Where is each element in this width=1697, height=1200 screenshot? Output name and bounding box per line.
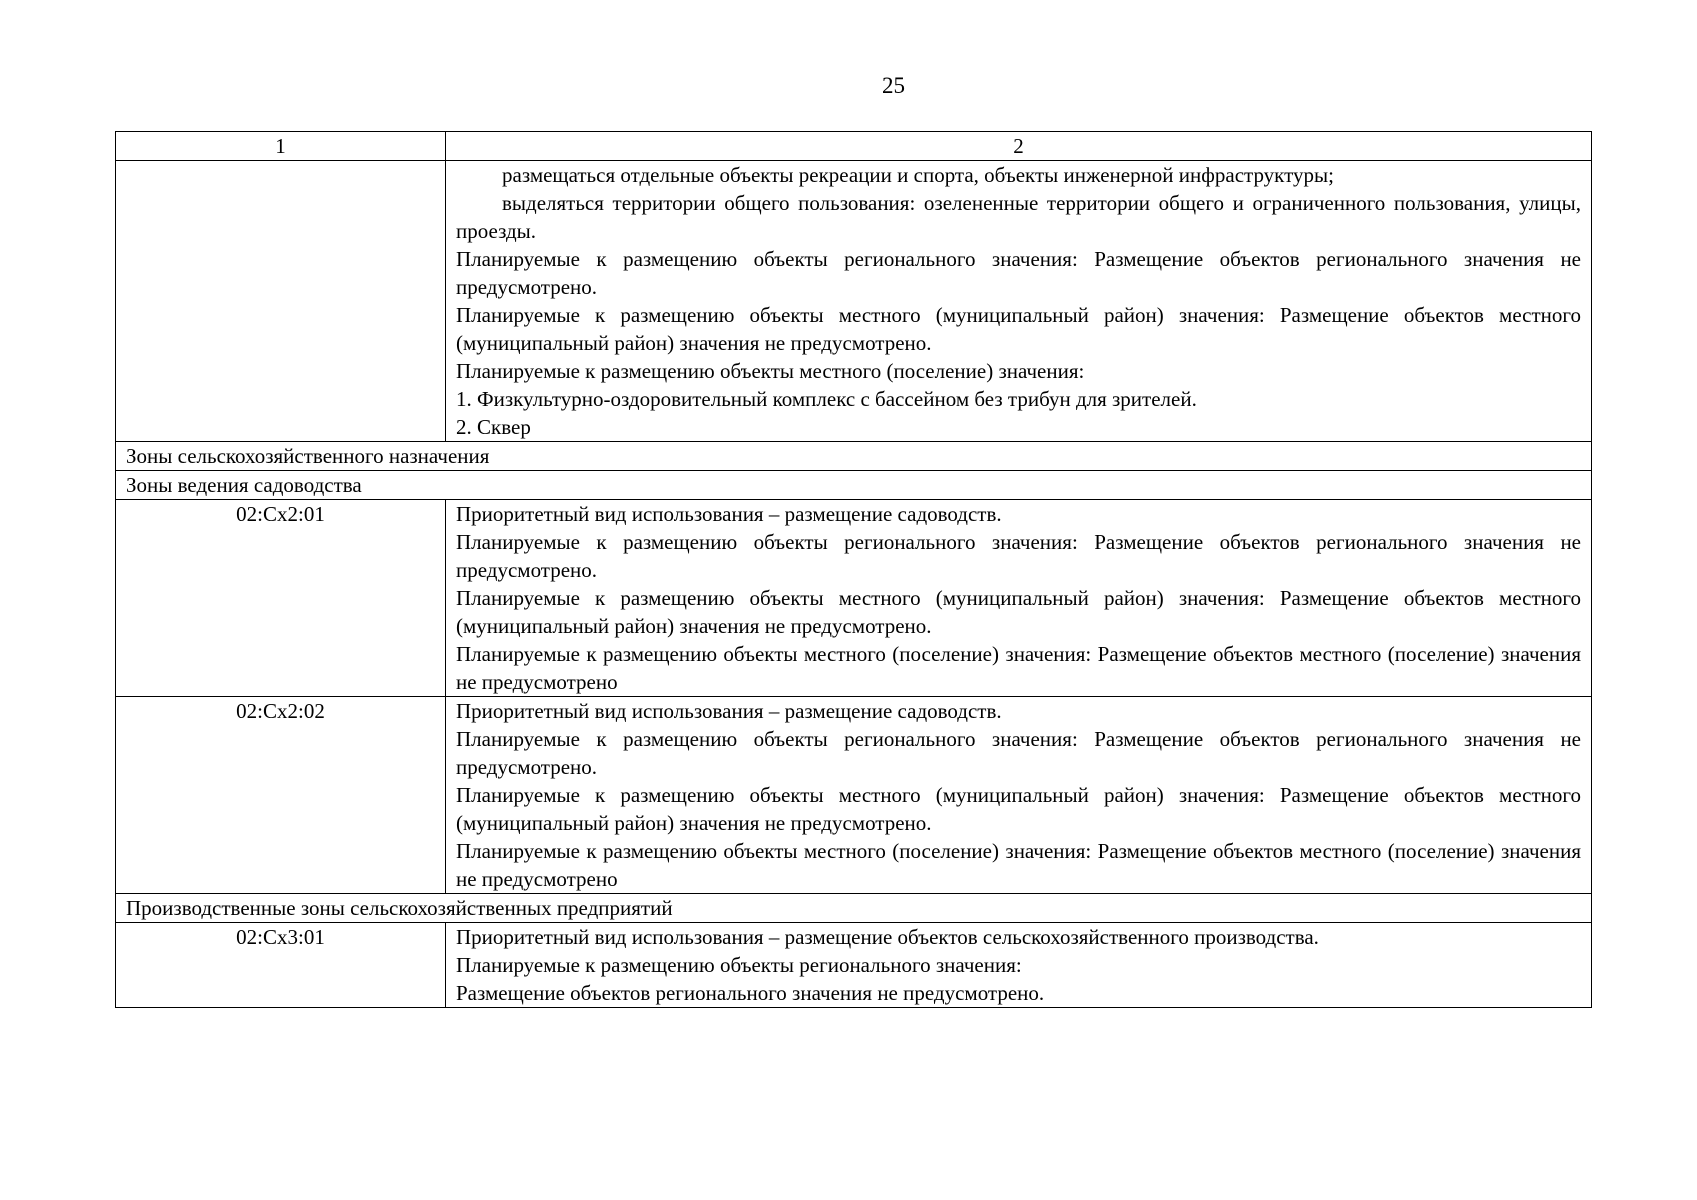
description-line: Планируемые к размещению объекты местного (поселение) значения: Размещение объектов местного (поселение) значения не предусмотрено — [456, 642, 1581, 694]
table-row — [116, 161, 1592, 442]
table-row — [116, 923, 1592, 1008]
description-line: Планируемые к размещению объекты регионального значения: Размещение объектов регионального значения не предусмотрено. — [456, 530, 1581, 582]
zone-description-cell — [446, 697, 1592, 894]
description-line: Планируемые к размещению объекты местного (муниципальный район) значения: Размещение объектов местного (муниципальный район) значения не предусмотрено. — [456, 783, 1581, 835]
description-line: 1. Физкультурно-оздоровительный комплекс с бассейном без трибун для зрителей. — [456, 387, 1197, 411]
description-line: Планируемые к размещению объекты местного (поселение) значения: — [456, 359, 1085, 383]
description-line: Планируемые к размещению объекты местного (поселение) значения: Размещение объектов местного (поселение) значения не предусмотрено — [456, 839, 1581, 891]
header-column-1: 1 — [116, 132, 446, 161]
description-line: 2. Сквер — [456, 415, 531, 439]
description-line: Приоритетный вид использования – размещение садоводств. — [456, 502, 1002, 526]
section-title: Зоны ведения садоводства — [116, 471, 1592, 500]
description-line: Приоритетный вид использования – размещение объектов сельскохозяйственного производства. — [456, 925, 1319, 949]
section-row-gardening — [116, 471, 1592, 500]
zone-description-cell — [446, 161, 1592, 442]
description-line: Планируемые к размещению объекты регионального значения: — [456, 953, 1022, 977]
description-line: размещаться отдельные объекты рекреации и спорта, объекты инженерной инфраструктуры; — [502, 163, 1334, 187]
section-row-production — [116, 894, 1592, 923]
zone-code-cell — [116, 161, 446, 442]
page-number: 25 — [882, 73, 905, 98]
description-line: Планируемые к размещению объекты регионального значения: Размещение объектов регионального значения не предусмотрено. — [456, 727, 1581, 779]
description-line: Планируемые к размещению объекты местного (муниципальный район) значения: Размещение объектов местного (муниципальный район) значения не предусмотрено. — [456, 586, 1581, 638]
zone-code-cell: 02:Сх3:01 — [116, 923, 446, 1008]
zone-description-cell — [446, 923, 1592, 1008]
description-line: выделяться территории общего пользования: озелененные территории общего и ограниченного пользования, улицы, проезды. — [456, 191, 1581, 243]
table-row — [116, 500, 1592, 697]
description-line: Планируемые к размещению объекты регионального значения: Размещение объектов регионального значения не предусмотрено. — [456, 247, 1581, 299]
zone-code-cell: 02:Сх2:01 — [116, 500, 446, 697]
description-line: Размещение объектов регионального значения не предусмотрено. — [456, 981, 1045, 1005]
section-title: Зоны сельскохозяйственного назначения — [116, 442, 1592, 471]
description-line: Планируемые к размещению объекты местного (муниципальный район) значения: Размещение объектов местного (муниципальный район) значения не предусмотрено. — [456, 303, 1581, 355]
zones-table — [115, 131, 1592, 1008]
table-row — [116, 697, 1592, 894]
zone-description-cell — [446, 500, 1592, 697]
header-column-2: 2 — [446, 132, 1592, 161]
description-line: Приоритетный вид использования – размещение садоводств. — [456, 699, 1002, 723]
section-row-agricultural — [116, 442, 1592, 471]
table-header-row — [116, 132, 1592, 161]
section-title: Производственные зоны сельскохозяйственных предприятий — [116, 894, 1592, 923]
zone-code-cell: 02:Сх2:02 — [116, 697, 446, 894]
